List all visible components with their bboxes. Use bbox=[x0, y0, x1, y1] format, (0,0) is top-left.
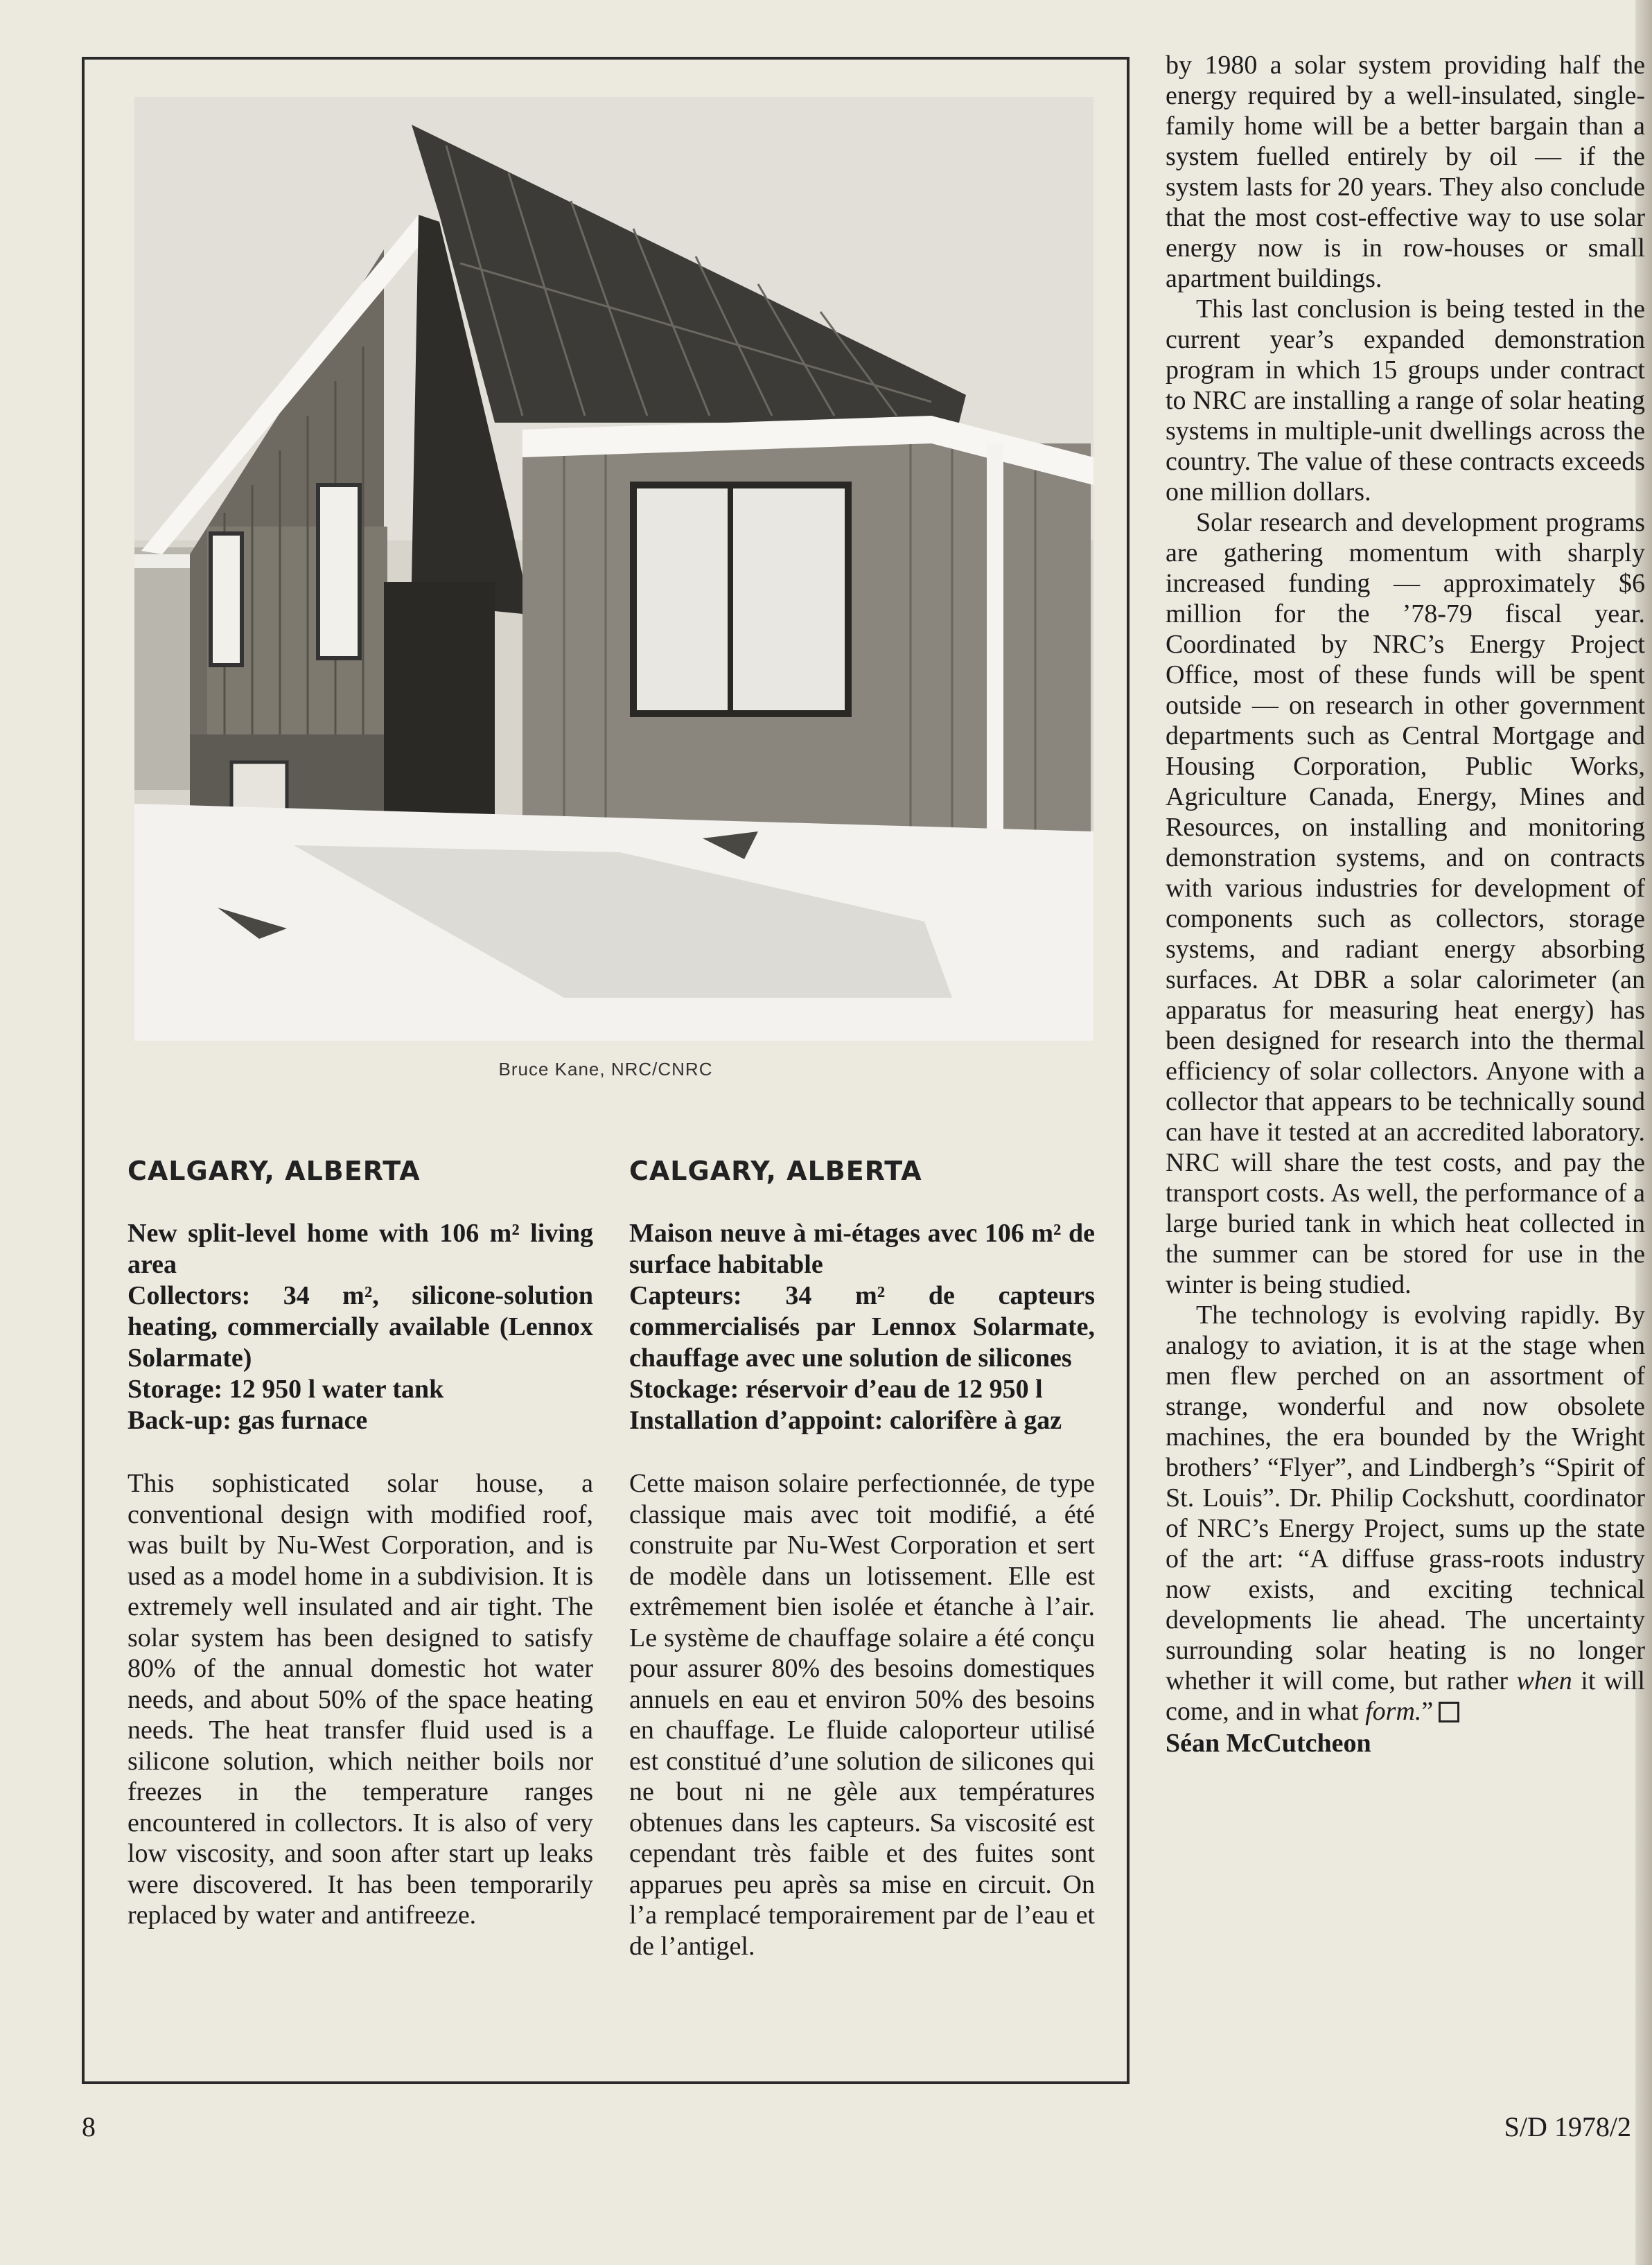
french-spec-backup: Installation d’appoint: calorifère à gaz bbox=[629, 1406, 1062, 1435]
french-specs bbox=[629, 1218, 1095, 1436]
french-column bbox=[629, 1156, 1095, 1962]
article-paragraph: by 1980 a solar system providing half the energy required by a well-insulated, single-family home will be a better bargain than a system fuelled entirely by oil — if the system lasts for 20 years. They also conclude that the most cost-effective way to use solar energy now is in row-houses or small apartment buildings. bbox=[1166, 51, 1645, 293]
french-spec-area: Maison neuve à mi-étages avec 106 m² de surface habitable bbox=[629, 1219, 1095, 1279]
end-mark-icon bbox=[1439, 1702, 1459, 1722]
french-heading: CALGARY, ALBERTA bbox=[629, 1156, 922, 1186]
page-number: 8 bbox=[82, 2111, 96, 2142]
issue-label: S/D 1978/2 bbox=[1504, 2111, 1631, 2142]
last-paragraph-text: The technology is evolving rapidly. By analogy to aviation, it is at the stage when men flew perched on an assortment of strange, wonderful and now obsolete machines, the era bounded by the Wright brothers’ “Flyer”, and Lindbergh’s “Spirit of St. Louis”. Dr. Philip Cockshutt, coordinator of NRC’s Energy Project, sums up the state of the art: “A diffuse grass-roots industry now exists, and exciting technical developments lie ahead. The uncertainty surrounding solar heating is no longer whether it will come, but rather bbox=[1166, 1301, 1645, 1695]
french-body: Cette maison solaire perfectionnée, de type classique mais avec toit modifié, a été construite par Nu-West Corporation et sert de modèle dans un lotissement. Elle est extrêmement bien isolée et étanche à l’air. Le système de chauffage solaire a été conçu pour assurer 80% des besoins domestiques annuels en eau et environ 50% des besoins en chauffage. Le fluide caloporteur utilisé est constitué d’une solution de silicones qui ne bout ni ne gèle aux températures obtenues dans les capteurs. Sa viscosité est cependant très faible et des fuites sont apparues peu après sa mise en circuit. On l’a remplacé temporairement par de l’eau et de l’antigel. bbox=[629, 1469, 1095, 1961]
article-column bbox=[1166, 50, 1645, 1759]
author-name: Séan McCutcheon bbox=[1166, 1729, 1371, 1758]
sidebar-box bbox=[82, 57, 1130, 2084]
english-column bbox=[128, 1156, 593, 1931]
english-specs bbox=[128, 1218, 593, 1436]
english-spec-collectors: Collectors: 34 m², silicone-solution heating, commercially available (Lennox Solarmate) bbox=[128, 1281, 593, 1373]
article-paragraph-last bbox=[1166, 1300, 1645, 1727]
emphasis-when: when bbox=[1516, 1666, 1572, 1695]
english-spec-storage: Storage: 12 950 l water tank bbox=[128, 1375, 444, 1404]
french-spec-storage: Stockage: réservoir d’eau de 12 950 l bbox=[629, 1375, 1043, 1404]
article-paragraph: Solar research and development programs are gathering momentum with sharply increased funding — approximately $6 million for the ’78-79 fiscal year. Coordinated by NRC’s Energy Project Office, most of these funds will be spent outside — on research in other government departments such as Central Mortgage and Housing Corporation, Public Works, Agriculture Canada, Energy, Mines and Resources, on installing and monitoring demonstration systems, and on contracts with various industries for development of components such as collectors, storage systems, and radiant energy absorbing surfaces. At DBR a solar calorimeter (an apparatus for measuring heat energy) has been designed for research into the thermal efficiency of solar collectors. Anyone with a collector that appears to be technically sound can have it tested at an accredited laboratory. NRC will share the test costs, and pay the transport costs. As well, the performance of a large buried tank in which heat collected in the summer can be stored for use in the winter is being studied. bbox=[1166, 508, 1645, 1299]
closing-quote: ” bbox=[1421, 1697, 1434, 1726]
english-heading: CALGARY, ALBERTA bbox=[128, 1156, 421, 1186]
photo-credit: Bruce Kane, NRC/CNRC bbox=[498, 1059, 713, 1079]
last-paragraph-text-mid: it will come, and in what bbox=[1166, 1666, 1645, 1726]
english-body: This sophisticated solar house, a conventional design with modified roof, was built by Nu-West Corporation, and is used as a model home in a subdivision. It is extremely well insulated and air tight. The solar system has been designed to satisfy 80% of the annual domestic hot water needs, and about 50% of the space heating needs. The heat transfer fluid used is a silicone solution, which neither boils nor freezes in the temperature ranges encountered in collectors. It is also of very low viscosity, and soon after start up leaks were discovered. It has been temporarily replaced by water and antifreeze. bbox=[128, 1469, 593, 1930]
english-spec-backup: Back-up: gas furnace bbox=[128, 1406, 368, 1435]
french-spec-collectors: Capteurs: 34 m² de capteurs commercialisés par Lennox Solarmate, chauffage avec une solution de silicones bbox=[629, 1281, 1095, 1373]
english-spec-area: New split-level home with 106 m² living area bbox=[128, 1219, 593, 1279]
emphasis-form: form. bbox=[1365, 1697, 1422, 1726]
article-paragraph: This last conclusion is being tested in the current year’s expanded demonstration program in which 15 groups under contract to NRC are installing a range of solar heating systems in multiple-unit dwellings across the country. The value of these contracts exceeds one million dollars. bbox=[1166, 294, 1645, 506]
house-photo bbox=[134, 97, 1093, 1041]
